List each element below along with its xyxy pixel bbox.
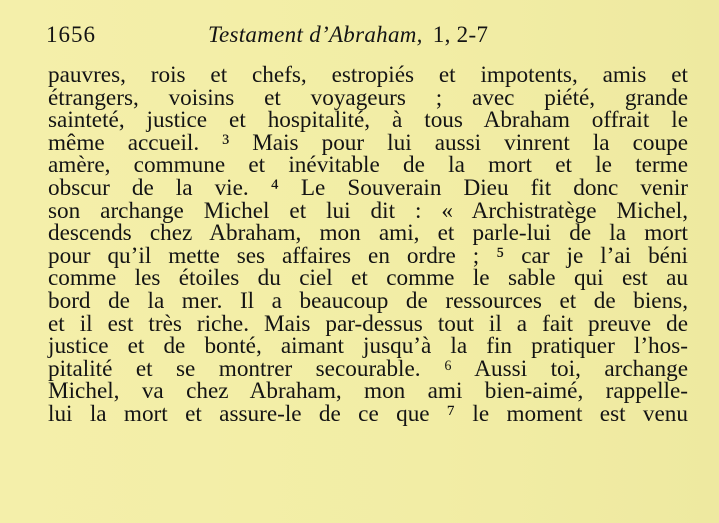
text-line: amère, commune et inévitable de la mort et le terme bbox=[48, 152, 688, 179]
running-title bbox=[208, 22, 488, 48]
running-header bbox=[46, 22, 689, 52]
text-line: étrangers, voisins et voyageurs ; avec piété, grande bbox=[48, 84, 688, 111]
text-line: Michel, va chez Abraham, mon ami bien-aimé, rappelle- bbox=[48, 378, 688, 405]
running-title-text: Testament d’Abraham, bbox=[208, 22, 423, 47]
page-number: 1656 bbox=[46, 22, 96, 47]
text-line: son archange Michel et lui dit : « Archistratège Michel, bbox=[48, 197, 688, 224]
text-line: sainteté, justice et hospitalité, à tous Abraham offrait le bbox=[48, 107, 688, 134]
text-line: pitalité et se montrer secourable. ⁶ Aussi toi, archange bbox=[48, 355, 688, 382]
text-line: même accueil. ³ Mais pour lui aussi vinrent la coupe bbox=[48, 129, 688, 156]
text-line: lui la mort et assure-le de ce que ⁷ le moment est venu bbox=[48, 400, 688, 427]
text-line: bord de la mer. Il a beaucoup de ressources et de biens, bbox=[48, 287, 688, 314]
body-text bbox=[48, 64, 688, 426]
text-line: pour qu’il mette ses affaires en ordre ; ⁵ car je l’ai béni bbox=[48, 242, 688, 269]
text-line: et il est très riche. Mais par-dessus tout il a fait preuve de bbox=[48, 310, 688, 337]
text-line: pauvres, rois et chefs, estropiés et impotents, amis et bbox=[48, 62, 688, 88]
running-title-reference: 1, 2-7 bbox=[432, 22, 489, 47]
text-line: comme les étoiles du ciel et comme le sable qui est au bbox=[48, 265, 688, 292]
text-line: justice et de bonté, aimant jusqu’à la fin pratiquer l’hos- bbox=[48, 333, 688, 360]
text-line: descends chez Abraham, mon ami, et parle-lui de la mort bbox=[48, 220, 688, 247]
text-line: obscur de la vie. ⁴ Le Souverain Dieu fit donc venir bbox=[48, 174, 688, 201]
